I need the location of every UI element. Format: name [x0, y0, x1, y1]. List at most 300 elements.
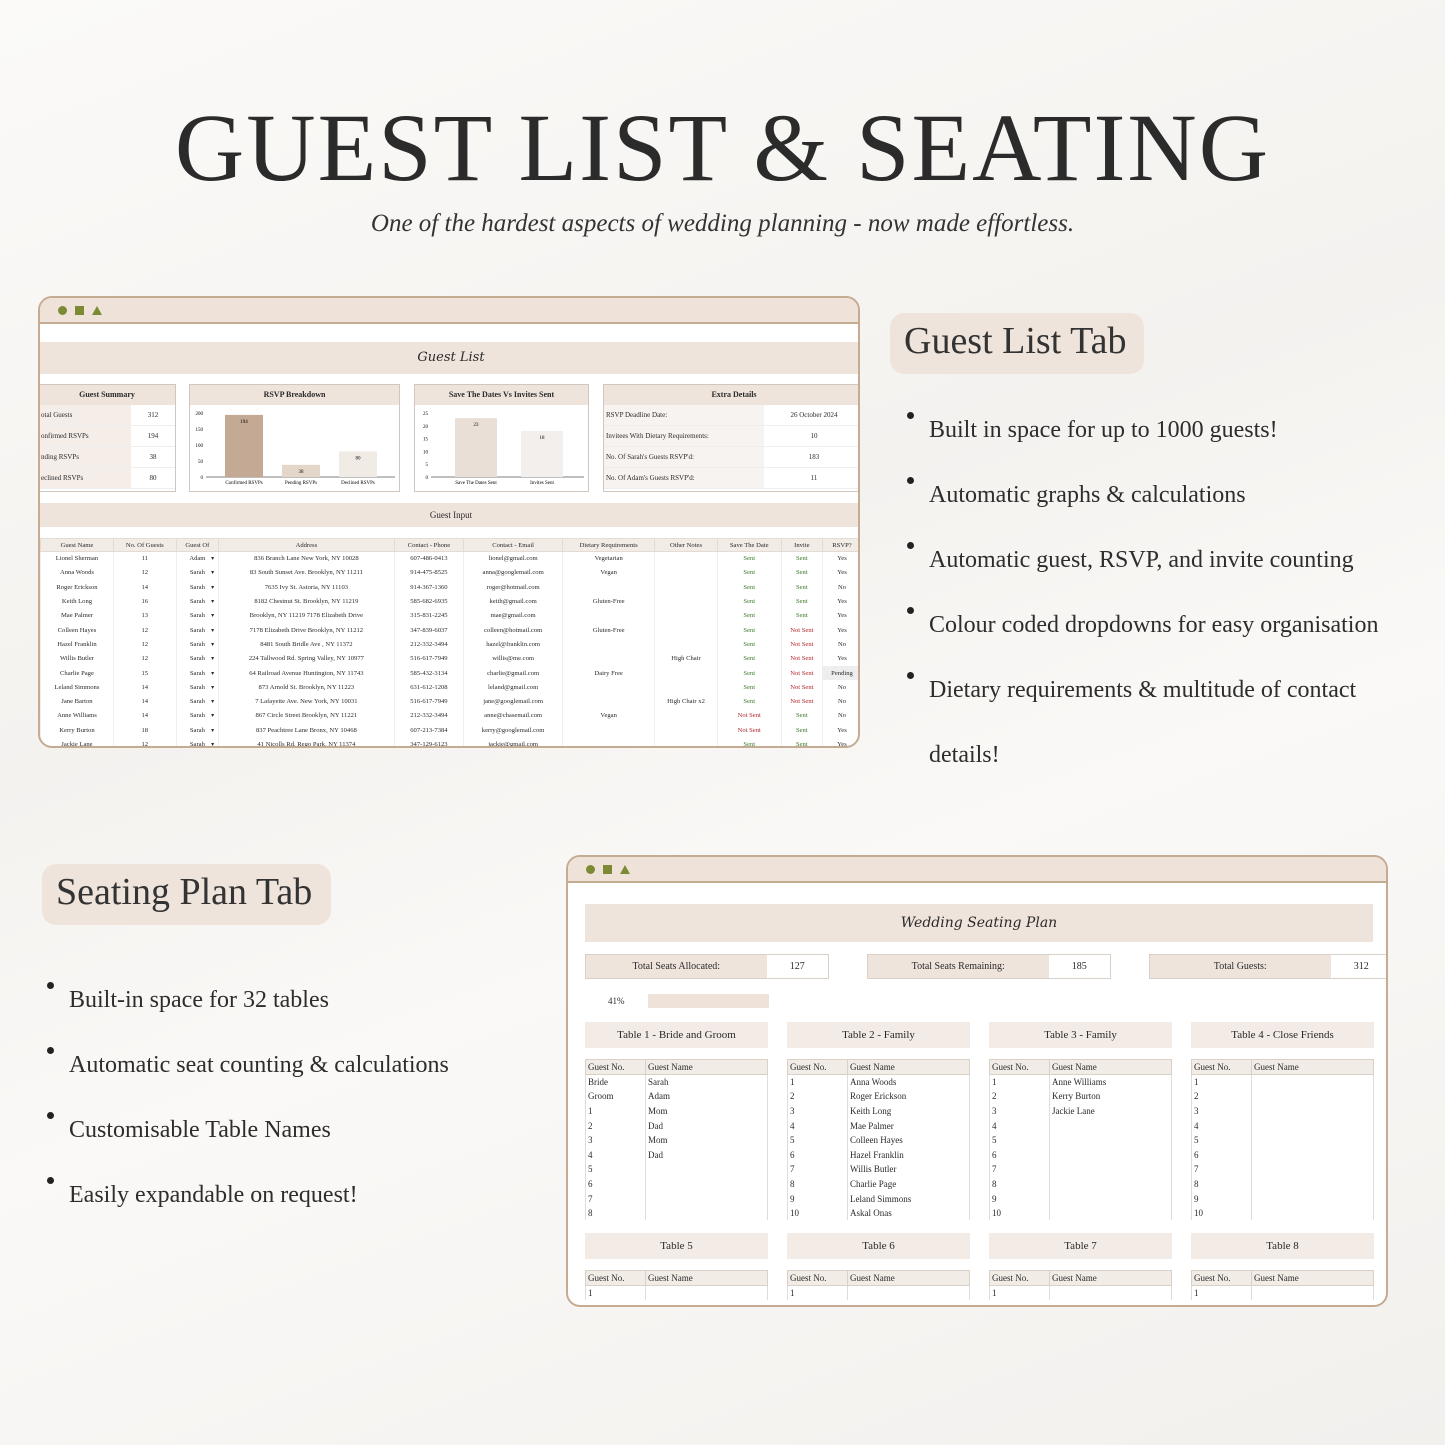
table-cell[interactable]: Sent: [717, 737, 781, 748]
table-cell: Anne Williams: [41, 709, 114, 723]
y-tick-label: 10: [423, 450, 428, 456]
table-cell[interactable]: [1252, 1162, 1374, 1177]
table-row: [586, 1089, 768, 1104]
dropdown-arrow-icon[interactable]: ▾: [211, 599, 215, 606]
dropdown-arrow-icon[interactable]: ▾: [211, 684, 215, 691]
table-row: [1192, 1162, 1374, 1177]
table-cell[interactable]: 1: [788, 1286, 848, 1301]
table-cell[interactable]: 7: [990, 1162, 1050, 1177]
table-cell[interactable]: Adam: [646, 1089, 768, 1104]
table-cell[interactable]: Sent: [781, 609, 822, 623]
table-cell[interactable]: Not Sent: [781, 623, 822, 637]
table-cell[interactable]: [1050, 1191, 1172, 1206]
table-cell[interactable]: Sarah ▾: [176, 609, 218, 623]
data-label: 23: [473, 423, 479, 429]
table-cell[interactable]: [1050, 1162, 1172, 1177]
table-cell: 12: [113, 637, 176, 651]
seat-stat: [867, 954, 1111, 979]
extra-row: [604, 447, 860, 468]
table-cell[interactable]: Anna Woods: [848, 1075, 970, 1090]
table-cell: 516-617-7949: [394, 652, 463, 666]
dropdown-arrow-icon[interactable]: ▾: [211, 727, 215, 734]
table-cell[interactable]: Sent: [781, 566, 822, 580]
table-cell[interactable]: Mae Palmer: [848, 1118, 970, 1133]
table-cell[interactable]: Sarah ▾: [176, 737, 218, 748]
table-cell: 64 Railroad Avenue Huntington, NY 11743: [219, 666, 395, 680]
table-cell[interactable]: [646, 1191, 768, 1206]
table-cell: Kerry Burton: [41, 723, 114, 737]
table-cell[interactable]: Charlie Page: [848, 1177, 970, 1192]
table-cell[interactable]: Yes: [822, 609, 860, 623]
dropdown-arrow-icon[interactable]: ▾: [211, 699, 215, 706]
table-row: [41, 580, 861, 594]
stat-label: Total Seats Allocated:: [586, 955, 767, 978]
table-cell[interactable]: Anne Williams: [1050, 1075, 1172, 1090]
table-cell: 12: [113, 737, 176, 748]
table-cell[interactable]: Sent: [717, 637, 781, 651]
table-cell[interactable]: 10: [1192, 1206, 1252, 1221]
table-cell[interactable]: Bride: [586, 1075, 646, 1090]
table-cell: [655, 609, 717, 623]
table-cell[interactable]: [1252, 1147, 1374, 1162]
dropdown-arrow-icon[interactable]: ▾: [211, 613, 215, 620]
table-cell[interactable]: Sent: [717, 552, 781, 566]
table-cell[interactable]: No: [822, 680, 860, 694]
table-cell[interactable]: Jackie Lane: [1050, 1104, 1172, 1119]
table-cell[interactable]: 2: [788, 1089, 848, 1104]
table-row: [41, 694, 861, 708]
table-cell[interactable]: Mom: [646, 1133, 768, 1148]
table-cell[interactable]: 7: [1192, 1162, 1252, 1177]
table-cell[interactable]: Adam ▾: [176, 552, 218, 566]
table-cell[interactable]: [646, 1206, 768, 1221]
card-title: Save The Dates Vs Invites Sent: [415, 385, 588, 405]
table-cell: [655, 737, 717, 748]
table-cell[interactable]: Sent: [717, 623, 781, 637]
table-cell[interactable]: 3: [586, 1133, 646, 1148]
table-cell[interactable]: 1: [788, 1075, 848, 1090]
table-cell[interactable]: Kerry Burton: [1050, 1089, 1172, 1104]
table-cell[interactable]: Sarah ▾: [176, 666, 218, 680]
table-row: [586, 1286, 768, 1301]
table-cell[interactable]: Sarah ▾: [176, 566, 218, 580]
y-tick-label: 25: [423, 412, 428, 417]
table-cell: Jane Barton: [41, 694, 114, 708]
table-cell[interactable]: 8: [586, 1206, 646, 1221]
summary-row: [39, 405, 175, 426]
column-header: Guest No.: [788, 1060, 848, 1075]
table-cell[interactable]: 2: [1192, 1089, 1252, 1104]
table-cell: [563, 580, 655, 594]
table-cell[interactable]: Sarah ▾: [176, 694, 218, 708]
table-cell[interactable]: 6: [586, 1177, 646, 1192]
table-cell[interactable]: [646, 1286, 768, 1301]
dropdown-arrow-icon[interactable]: ▾: [211, 556, 215, 563]
table-cell[interactable]: [1252, 1286, 1374, 1301]
table-cell: 347-839-6037: [394, 623, 463, 637]
table-cell[interactable]: 7: [586, 1191, 646, 1206]
y-tick-label: 200: [195, 412, 203, 417]
table-cell[interactable]: Sent: [717, 666, 781, 680]
table-cell[interactable]: [1252, 1118, 1374, 1133]
table-cell[interactable]: Mom: [646, 1104, 768, 1119]
save-dates-bar-chart: [415, 405, 588, 491]
table-cell: 516-617-7949: [394, 694, 463, 708]
rsvp-breakdown-card: [189, 384, 400, 492]
summary-value: 312: [147, 411, 159, 419]
table-cell[interactable]: Not Sent: [781, 666, 822, 680]
table-cell[interactable]: Yes: [822, 552, 860, 566]
table-cell: anna@googlemail.com: [464, 566, 563, 580]
table-cell[interactable]: 4: [586, 1147, 646, 1162]
summary-label: eclined RSVPs: [39, 468, 131, 488]
table-cell[interactable]: Keith Long: [848, 1104, 970, 1119]
table-cell[interactable]: 4: [1192, 1118, 1252, 1133]
table-cell[interactable]: Not Sent: [781, 637, 822, 651]
table-cell[interactable]: Sent: [717, 680, 781, 694]
table-cell: Gluten-Free: [563, 623, 655, 637]
table-name[interactable]: Table 5: [585, 1233, 768, 1259]
header-row: [788, 1060, 970, 1075]
extra-label: No. Of Adam's Guests RSVP'd:: [606, 474, 695, 482]
dropdown-arrow-icon[interactable]: ▾: [211, 570, 215, 577]
table-row: [990, 1089, 1172, 1104]
table-row: [586, 1191, 768, 1206]
table-name[interactable]: Table 1 - Bride and Groom: [585, 1022, 768, 1048]
column-header: Guest No.: [1192, 1271, 1252, 1286]
guest-list-features: [907, 398, 1417, 788]
table-cell: [563, 609, 655, 623]
table-cell[interactable]: Hazel Franklin: [848, 1147, 970, 1162]
extra-row: [604, 405, 860, 426]
bar: [339, 451, 377, 477]
seating-title: Wedding Seating Plan: [585, 904, 1373, 942]
table-cell: 7178 Elizabeth Drive Brooklyn, NY 11212: [219, 623, 395, 637]
table-cell[interactable]: Yes: [822, 623, 860, 637]
table-cell[interactable]: [1252, 1075, 1374, 1090]
table-row: [1192, 1147, 1374, 1162]
table-cell[interactable]: [1050, 1118, 1172, 1133]
table-cell[interactable]: [848, 1286, 970, 1301]
table-cell: Jackie Lane: [41, 737, 114, 748]
table-cell[interactable]: Sent: [781, 552, 822, 566]
table-cell: 12: [113, 652, 176, 666]
table-cell[interactable]: No: [822, 709, 860, 723]
table-cell[interactable]: Not Sent: [781, 652, 822, 666]
table-cell[interactable]: 3: [788, 1104, 848, 1119]
table-cell: 16: [113, 594, 176, 608]
table-cell[interactable]: 8: [788, 1177, 848, 1192]
seating-table: [1191, 1059, 1374, 1220]
table-cell[interactable]: 2: [990, 1089, 1050, 1104]
table-row: [788, 1286, 970, 1301]
column-header: Dietary Requirements: [563, 539, 655, 552]
table-cell[interactable]: 1: [1192, 1286, 1252, 1301]
table-cell: Mae Palmer: [41, 609, 114, 623]
table-cell[interactable]: 9: [788, 1191, 848, 1206]
table-cell[interactable]: 1: [586, 1286, 646, 1301]
table-cell: willis@me.com: [464, 652, 563, 666]
dropdown-arrow-icon[interactable]: ▾: [211, 713, 215, 720]
table-cell[interactable]: Yes: [822, 652, 860, 666]
table-row: [1192, 1177, 1374, 1192]
table-cell: [655, 566, 717, 580]
table-cell[interactable]: 1: [990, 1286, 1050, 1301]
sheet-title: Guest List: [40, 342, 860, 374]
guest-list-window: [38, 296, 860, 748]
y-tick-label: 150: [195, 428, 203, 433]
table-cell[interactable]: Leland Simmons: [848, 1191, 970, 1206]
summary-label: nding RSVPs: [39, 447, 131, 467]
feature-bullet: Built in space for up to 1000 guests!: [907, 398, 1417, 463]
extra-details-card: [603, 384, 860, 492]
table-cell[interactable]: [1050, 1147, 1172, 1162]
table-cell[interactable]: 6: [788, 1147, 848, 1162]
stat-label: Total Guests:: [1150, 955, 1331, 978]
dropdown-arrow-icon[interactable]: ▾: [211, 742, 215, 748]
table-cell: [655, 623, 717, 637]
table-cell[interactable]: Willis Butler: [848, 1162, 970, 1177]
seating-table: [787, 1270, 970, 1300]
table-cell[interactable]: Sent: [717, 609, 781, 623]
table-cell[interactable]: Sarah ▾: [176, 652, 218, 666]
table-cell[interactable]: Yes: [822, 594, 860, 608]
card-title: Guest Summary: [39, 385, 175, 405]
header-row: [788, 1271, 970, 1286]
table-row: [788, 1147, 970, 1162]
window-titlebar: [40, 298, 858, 324]
table-cell[interactable]: Sent: [781, 594, 822, 608]
table-cell: [563, 637, 655, 651]
table-cell: [563, 694, 655, 708]
table-cell: 607-213-7384: [394, 723, 463, 737]
dropdown-arrow-icon[interactable]: ▾: [211, 641, 215, 648]
extra-value: 26 October 2024: [764, 405, 860, 425]
column-header: No. Of Guests: [113, 539, 176, 552]
table-cell[interactable]: Not Sent: [717, 709, 781, 723]
table-cell[interactable]: 9: [1192, 1191, 1252, 1206]
table-cell: jackie@gmail.com: [464, 737, 563, 748]
table-cell[interactable]: Sent: [781, 723, 822, 737]
feature-bullet: Automatic graphs & calculations: [907, 463, 1417, 528]
table-cell[interactable]: 5: [788, 1133, 848, 1148]
table-cell[interactable]: No: [822, 580, 860, 594]
table-cell[interactable]: 10: [788, 1206, 848, 1221]
column-header: Guest No.: [586, 1060, 646, 1075]
table-cell[interactable]: Sarah ▾: [176, 709, 218, 723]
table-cell: 14: [113, 709, 176, 723]
table-cell[interactable]: 4: [990, 1118, 1050, 1133]
table-cell[interactable]: 7: [788, 1162, 848, 1177]
table-cell[interactable]: [1252, 1206, 1374, 1221]
dropdown-arrow-icon[interactable]: ▾: [211, 584, 215, 591]
table-name[interactable]: Table 3 - Family: [989, 1022, 1172, 1048]
table-cell[interactable]: Groom: [586, 1089, 646, 1104]
table-cell: 347-129-6123: [394, 737, 463, 748]
table-row: [586, 1075, 768, 1090]
table-row: [41, 566, 861, 580]
table-row: [788, 1162, 970, 1177]
dropdown-arrow-icon[interactable]: ▾: [211, 670, 215, 677]
table-row: [41, 723, 861, 737]
table-cell[interactable]: 1: [586, 1104, 646, 1119]
table-cell[interactable]: Colleen Hayes: [848, 1133, 970, 1148]
column-header: Guest No.: [788, 1271, 848, 1286]
dropdown-arrow-icon[interactable]: ▾: [211, 656, 215, 663]
table-cell: hazel@franklin.com: [464, 637, 563, 651]
table-name[interactable]: Table 6: [787, 1233, 970, 1259]
table-cell: 212-332-3494: [394, 709, 463, 723]
table-cell[interactable]: Dad: [646, 1147, 768, 1162]
y-tick-label: 50: [198, 460, 203, 465]
extra-label: RSVP Deadline Date:: [606, 411, 668, 419]
table-cell: 867 Circle Street Brooklyn, NY 11221: [219, 709, 395, 723]
table-row: [41, 623, 861, 637]
table-cell[interactable]: Yes: [822, 566, 860, 580]
table-cell: Hazel Franklin: [41, 637, 114, 651]
table-cell[interactable]: [1050, 1286, 1172, 1301]
table-cell[interactable]: [646, 1177, 768, 1192]
table-name[interactable]: Table 7: [989, 1233, 1172, 1259]
table-row: [990, 1162, 1172, 1177]
table-cell[interactable]: Not Sent: [781, 680, 822, 694]
table-cell[interactable]: Sent: [717, 694, 781, 708]
circle-icon: [58, 306, 67, 315]
table-cell[interactable]: 8: [1192, 1177, 1252, 1192]
table-cell[interactable]: Not Sent: [781, 694, 822, 708]
table-cell[interactable]: 5: [586, 1162, 646, 1177]
table-cell[interactable]: [1252, 1191, 1374, 1206]
table-cell[interactable]: 1: [990, 1075, 1050, 1090]
table-cell[interactable]: [1050, 1177, 1172, 1192]
summary-label: otal Guests: [39, 405, 131, 425]
table-cell[interactable]: Sent: [781, 580, 822, 594]
table-name[interactable]: Table 8: [1191, 1233, 1374, 1259]
table-cell[interactable]: Sent: [781, 737, 822, 748]
table-cell: 14: [113, 580, 176, 594]
feature-bullet: Built-in space for 32 tables: [47, 968, 527, 1033]
table-cell[interactable]: [1252, 1133, 1374, 1148]
table-cell: [563, 680, 655, 694]
table-name[interactable]: Table 2 - Family: [787, 1022, 970, 1048]
table-row: [788, 1191, 970, 1206]
table-cell[interactable]: 10: [990, 1206, 1050, 1221]
extra-label: Invitees With Dietary Requirements:: [606, 432, 709, 440]
table-cell[interactable]: Sarah ▾: [176, 637, 218, 651]
table-cell[interactable]: 3: [990, 1104, 1050, 1119]
table-cell[interactable]: [646, 1162, 768, 1177]
table-row: [788, 1118, 970, 1133]
seating-table: [585, 1270, 768, 1300]
table-row: [586, 1206, 768, 1221]
table-row: [586, 1147, 768, 1162]
table-cell[interactable]: Sarah ▾: [176, 723, 218, 737]
extra-value: 183: [764, 447, 860, 467]
table-cell[interactable]: 4: [788, 1118, 848, 1133]
table-cell[interactable]: Sarah ▾: [176, 594, 218, 608]
table-cell[interactable]: 1: [1192, 1075, 1252, 1090]
table-cell[interactable]: [1252, 1104, 1374, 1119]
table-cell[interactable]: 5: [990, 1133, 1050, 1148]
table-cell[interactable]: Sarah ▾: [176, 580, 218, 594]
table-row: [1192, 1206, 1374, 1221]
table-cell[interactable]: Sarah: [646, 1075, 768, 1090]
table-cell[interactable]: 5: [1192, 1133, 1252, 1148]
table-row: [990, 1191, 1172, 1206]
column-header: Guest No.: [990, 1271, 1050, 1286]
table-cell[interactable]: 8: [990, 1177, 1050, 1192]
table-row: [41, 709, 861, 723]
table-row: [41, 609, 861, 623]
table-cell[interactable]: 2: [586, 1118, 646, 1133]
triangle-icon: [620, 865, 630, 874]
table-cell[interactable]: Sarah ▾: [176, 623, 218, 637]
table-cell: [655, 666, 717, 680]
table-cell[interactable]: 9: [990, 1191, 1050, 1206]
table-row: [41, 680, 861, 694]
table-cell: Vegetarian: [563, 552, 655, 566]
column-header: Guest No.: [586, 1271, 646, 1286]
table-cell[interactable]: Dad: [646, 1118, 768, 1133]
dropdown-arrow-icon[interactable]: ▾: [211, 627, 215, 634]
table-name[interactable]: Table 4 - Close Friends: [1191, 1022, 1374, 1048]
table-cell[interactable]: [1050, 1133, 1172, 1148]
table-row: [990, 1177, 1172, 1192]
table-cell[interactable]: Sent: [717, 594, 781, 608]
table-cell: 585-432-3134: [394, 666, 463, 680]
table-cell: Roger Erickson: [41, 580, 114, 594]
table-cell: 7635 Ivy St. Astoria, NY 11103: [219, 580, 395, 594]
table-cell[interactable]: 6: [1192, 1147, 1252, 1162]
table-cell[interactable]: Not Sent: [717, 723, 781, 737]
table-cell: 914-475-8525: [394, 566, 463, 580]
table-cell[interactable]: 3: [1192, 1104, 1252, 1119]
table-cell[interactable]: No: [822, 637, 860, 651]
table-cell[interactable]: Pending: [822, 666, 860, 680]
table-cell: [563, 737, 655, 748]
table-cell: leland@gmail.com: [464, 680, 563, 694]
table-cell[interactable]: [1252, 1089, 1374, 1104]
table-cell[interactable]: Sarah ▾: [176, 680, 218, 694]
category-label: Declined RSVPs: [341, 481, 375, 486]
column-header: Guest Name: [41, 539, 114, 552]
column-header: Guest Name: [848, 1060, 970, 1075]
table-row: [41, 637, 861, 651]
table-cell[interactable]: Sent: [717, 566, 781, 580]
column-header: Guest Name: [1252, 1060, 1374, 1075]
table-cell[interactable]: 6: [990, 1147, 1050, 1162]
table-cell: 8182 Chestnut St. Brooklyn, NY 11219: [219, 594, 395, 608]
table-cell[interactable]: Askal Onas: [848, 1206, 970, 1221]
table-cell[interactable]: No: [822, 694, 860, 708]
table-cell: [655, 709, 717, 723]
table-cell[interactable]: Yes: [822, 737, 860, 748]
table-cell: [655, 552, 717, 566]
table-cell[interactable]: [1252, 1177, 1374, 1192]
table-cell[interactable]: [1050, 1206, 1172, 1221]
table-cell[interactable]: Yes: [822, 723, 860, 737]
data-label: 194: [240, 419, 248, 425]
seating-features: [47, 968, 527, 1228]
square-icon: [75, 306, 84, 315]
table-cell: 15: [113, 666, 176, 680]
table-cell[interactable]: Sent: [781, 709, 822, 723]
table-cell[interactable]: Roger Erickson: [848, 1089, 970, 1104]
table-row: [990, 1075, 1172, 1090]
table-cell[interactable]: Sent: [717, 580, 781, 594]
column-header: Contact - Email: [464, 539, 563, 552]
table-cell[interactable]: Sent: [717, 652, 781, 666]
